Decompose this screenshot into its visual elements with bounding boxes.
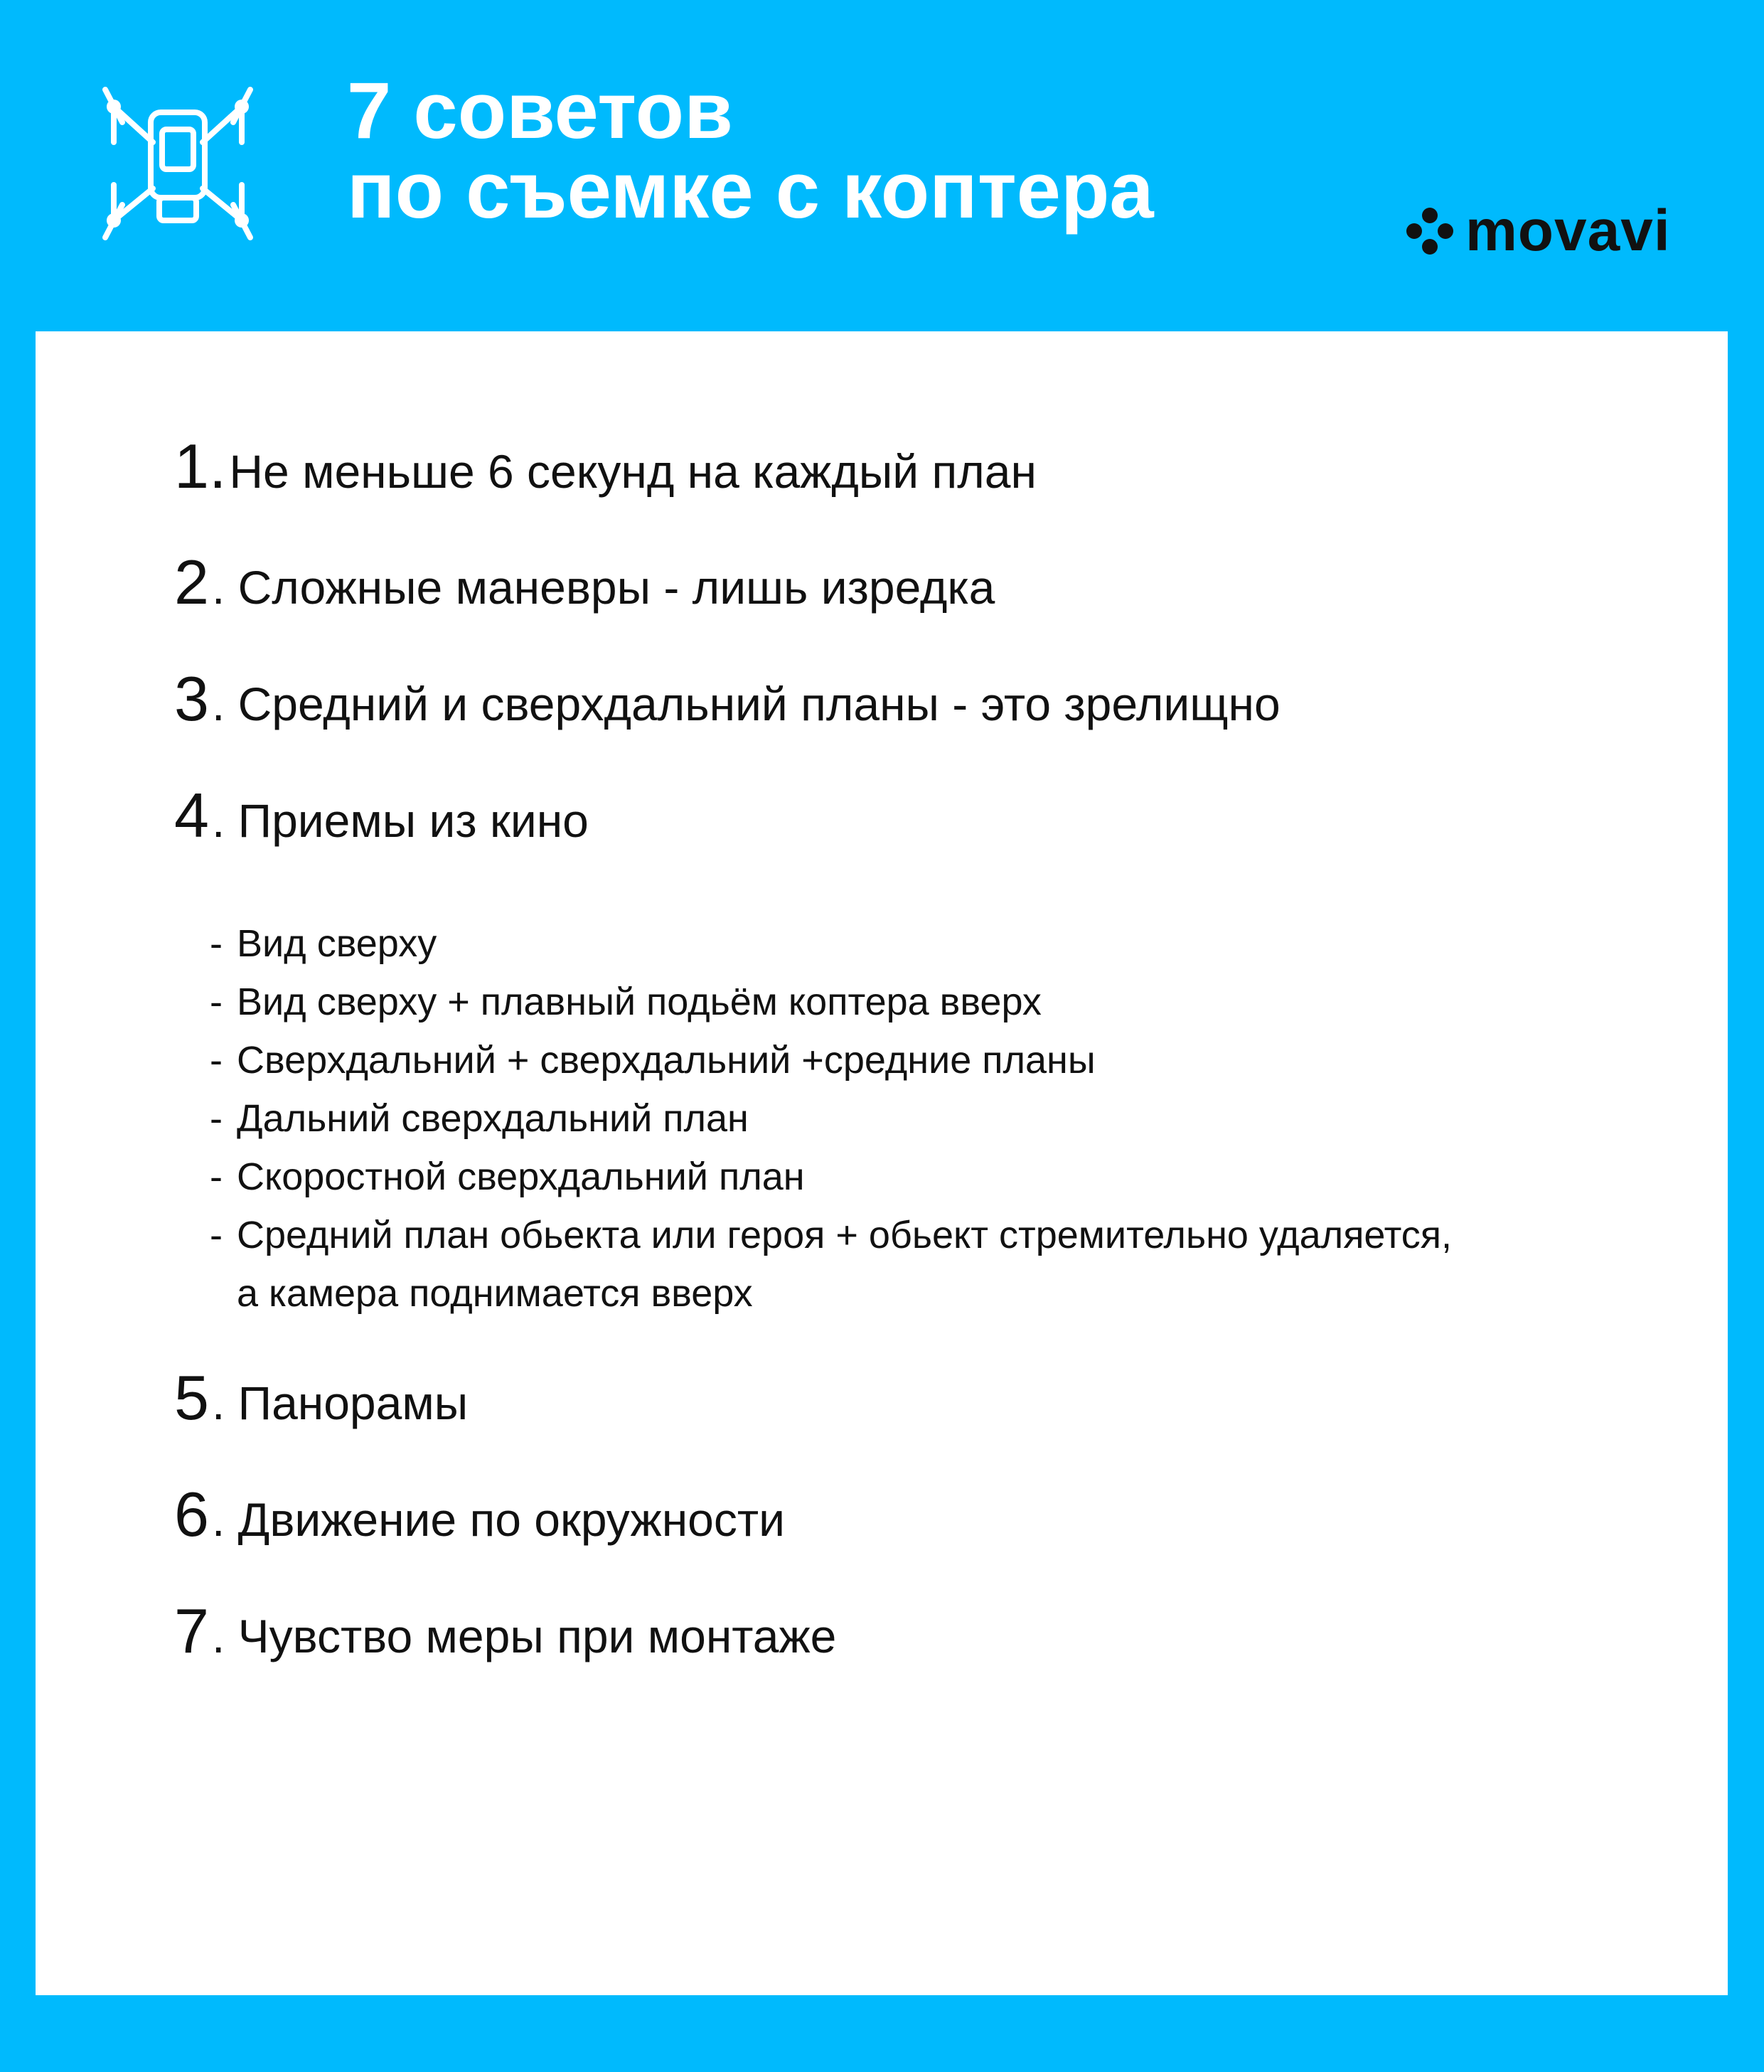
tip-number: 4 — [174, 780, 209, 850]
header — [0, 0, 1764, 331]
tip-5 — [174, 1362, 469, 1433]
tip-number: 5 — [174, 1362, 209, 1433]
tip-text: Не меньше 6 секунд на каждый план — [229, 445, 1037, 498]
tip-text: . Средний и сверхдальний планы - это зрелищно — [211, 678, 1281, 730]
title-line-1: 7 советов — [347, 66, 733, 155]
tip-text: . Панорамы — [211, 1377, 469, 1429]
list-item: - Сверхдальний + сверхдальний +средние планы — [210, 1031, 1452, 1089]
list-item: - Скоростной сверхдальний план — [210, 1148, 1452, 1206]
list-dash: - — [210, 1214, 223, 1256]
tip-3 — [174, 663, 1281, 734]
list-dash: - — [210, 922, 223, 965]
drone-icon — [100, 85, 256, 242]
tip-number: 3 — [174, 663, 209, 734]
list-item: - Дальний сверхдальний план — [210, 1089, 1452, 1148]
tips-card — [36, 331, 1728, 1995]
tip-text: . Сложные маневры - лишь изредка — [211, 561, 995, 614]
tip-2 — [174, 547, 995, 617]
tip-6 — [174, 1479, 785, 1549]
page-title — [347, 66, 1154, 235]
tip-text: . Приемы из кино — [211, 794, 589, 847]
title-line-2: по съемке с коптера — [347, 146, 1154, 235]
tip-number: 1. — [174, 431, 227, 501]
list-dash: - — [210, 1039, 223, 1082]
tip-1 — [174, 431, 1037, 501]
tip-7 — [174, 1596, 837, 1666]
brand-name: movavi — [1465, 198, 1671, 263]
tip-text: . Движение по окружности — [211, 1493, 785, 1546]
list-item: - Вид сверху + плавный подьём коптера вверх — [210, 973, 1452, 1031]
brand-logo — [1404, 198, 1671, 263]
list-item-continuation: а камера поднимается вверх — [237, 1272, 753, 1315]
list-item: - Средний план обьекта или героя + обьект стремительно удаляется, — [210, 1206, 1452, 1264]
tip-number: 7 — [174, 1596, 209, 1666]
tip-4-sublist — [210, 914, 1452, 1323]
tip-number: 2 — [174, 547, 209, 617]
movavi-dots-icon — [1404, 205, 1455, 257]
tip-number: 6 — [174, 1479, 209, 1549]
tip-4 — [174, 780, 589, 850]
list-dash: - — [210, 981, 223, 1023]
tip-text: . Чувство меры при монтаже — [211, 1610, 837, 1662]
list-dash: - — [210, 1155, 223, 1198]
list-item: - Вид сверху — [210, 914, 1452, 973]
list-dash: - — [210, 1097, 223, 1140]
